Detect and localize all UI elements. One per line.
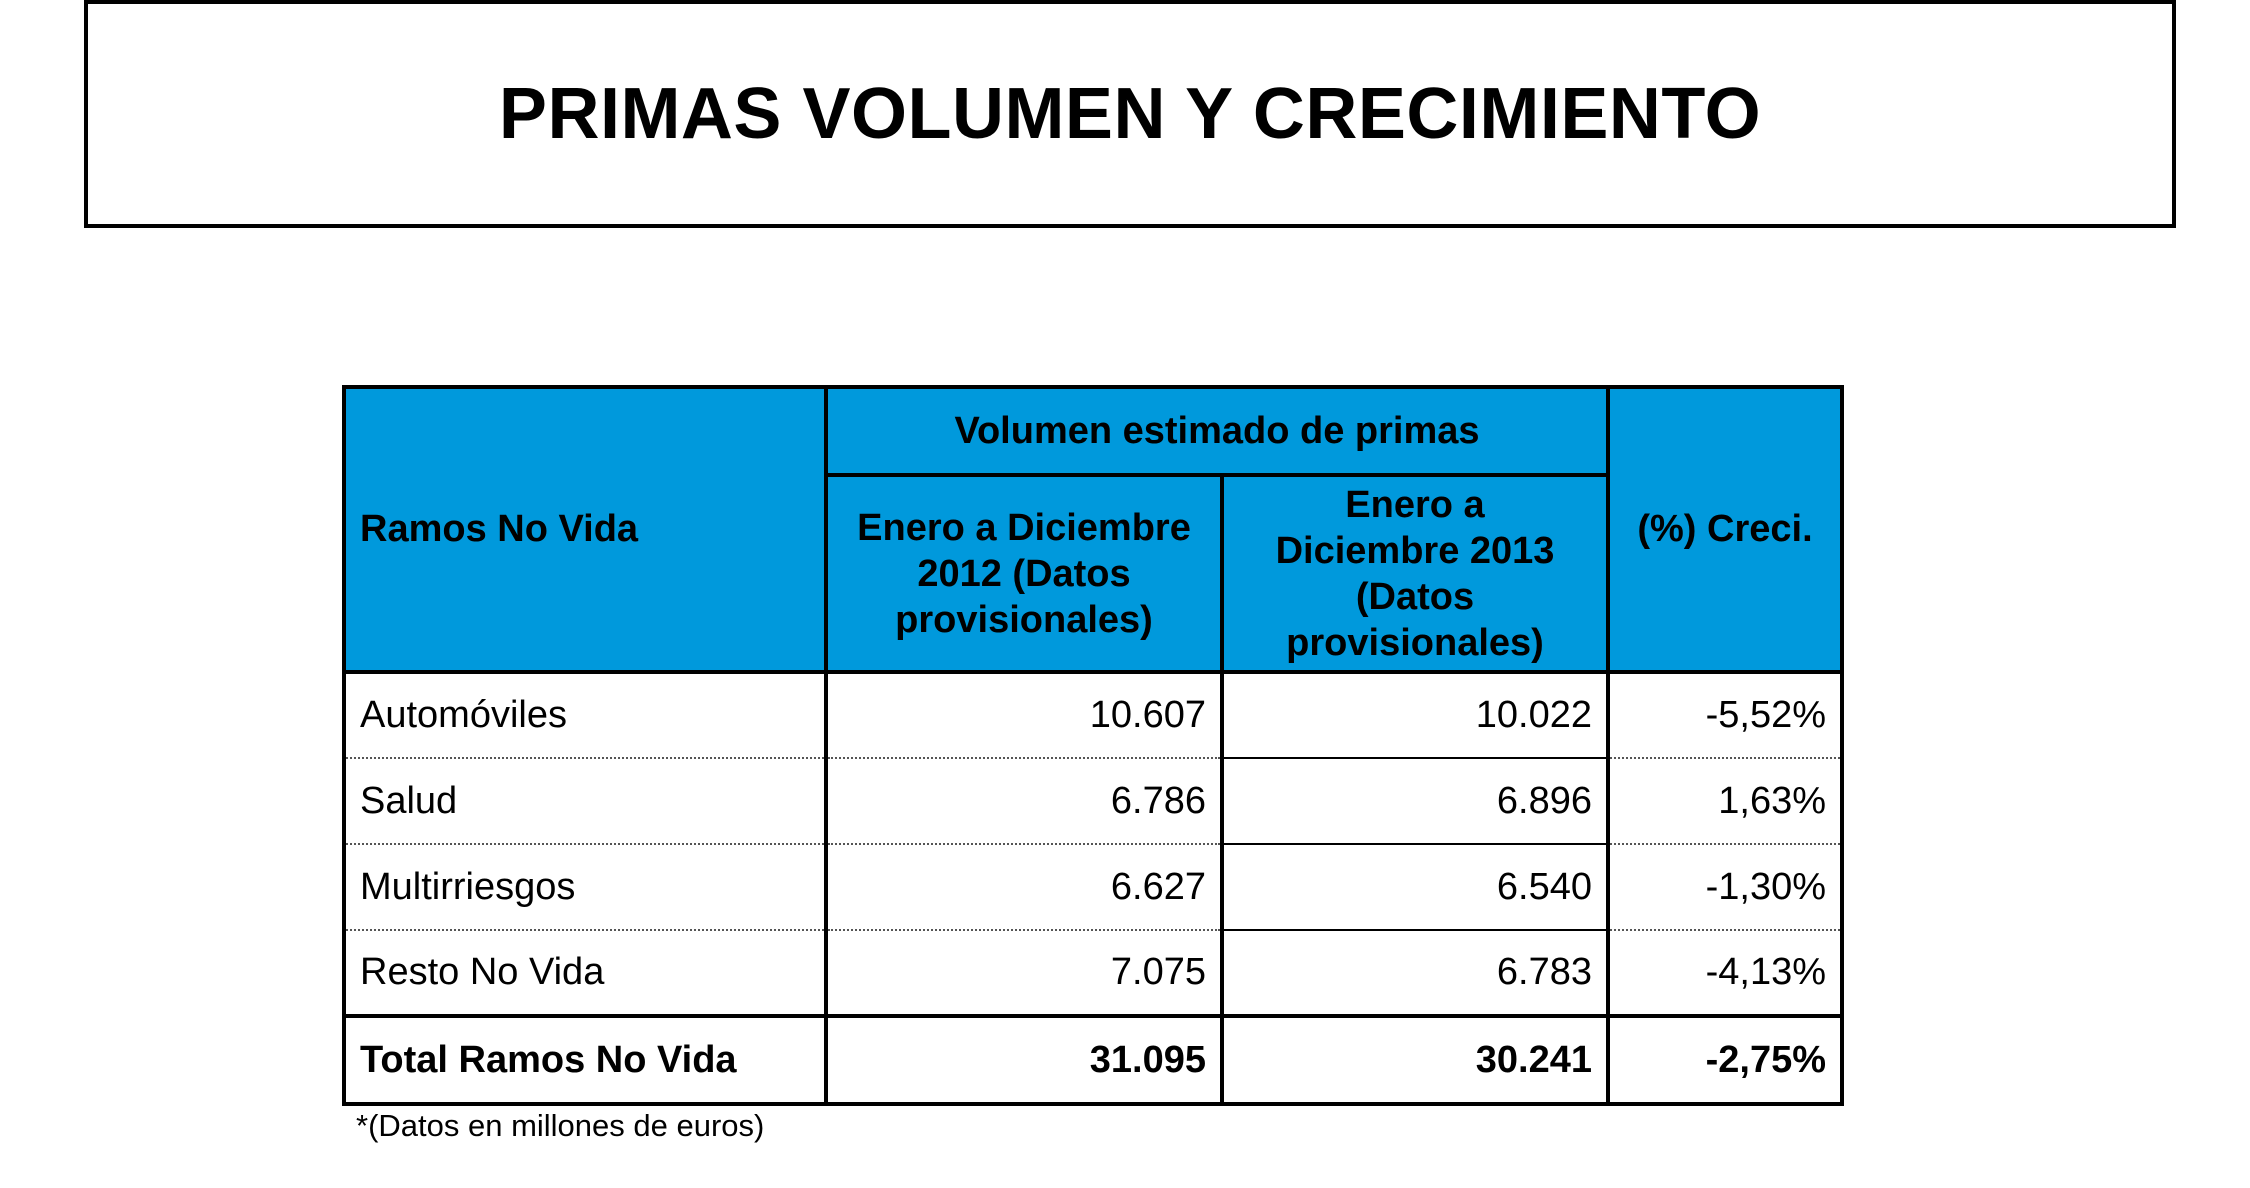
row-label: Resto No Vida — [344, 930, 826, 1016]
total-value-2013: 30.241 — [1222, 1016, 1608, 1104]
row-label: Automóviles — [344, 672, 826, 758]
header-growth: (%) Creci. — [1608, 387, 1842, 672]
total-row — [344, 1016, 1842, 1104]
row-growth: -1,30% — [1608, 844, 1842, 930]
header-2012-line: 2012 (Datos — [917, 552, 1131, 595]
row-growth: -4,13% — [1608, 930, 1842, 1016]
header-2013-line: provisionales) — [1286, 621, 1544, 664]
header-2013-line: (Datos — [1355, 575, 1475, 618]
row-value-2013: 10.022 — [1222, 672, 1608, 758]
row-label: Salud — [344, 758, 826, 844]
table-row — [344, 672, 1842, 758]
premiums-table — [342, 385, 1844, 1106]
total-value-2012: 31.095 — [826, 1016, 1222, 1104]
row-value-2012: 7.075 — [826, 930, 1222, 1016]
header-2013-line: Diciembre 2013 — [1275, 529, 1555, 572]
row-value-2012: 6.627 — [826, 844, 1222, 930]
header-2013 — [1222, 475, 1608, 672]
header-2012-line: provisionales) — [895, 598, 1153, 641]
header-volumen-group: Volumen estimado de primas — [826, 387, 1608, 475]
title-box — [84, 0, 2176, 228]
row-value-2012: 10.607 — [826, 672, 1222, 758]
total-label: Total Ramos No Vida — [344, 1016, 826, 1104]
total-growth: -2,75% — [1608, 1016, 1842, 1104]
row-value-2013: 6.783 — [1222, 930, 1608, 1016]
row-growth: -5,52% — [1608, 672, 1842, 758]
header-2013-line: Enero a — [1345, 483, 1485, 526]
row-value-2013: 6.896 — [1222, 758, 1608, 844]
page-title: PRIMAS VOLUMEN Y CRECIMIENTO — [498, 74, 1762, 154]
row-growth: 1,63% — [1608, 758, 1842, 844]
row-value-2013: 6.540 — [1222, 844, 1608, 930]
row-label: Multirriesgos — [344, 844, 826, 930]
row-value-2012: 6.786 — [826, 758, 1222, 844]
footnote: *(Datos en millones de euros) — [356, 1108, 765, 1143]
header-ramos: Ramos No Vida — [344, 387, 826, 672]
table-row — [344, 844, 1842, 930]
header-2012-line: Enero a Diciembre — [857, 506, 1191, 549]
table-row — [344, 930, 1842, 1016]
header-2012 — [826, 475, 1222, 672]
table-row — [344, 758, 1842, 844]
